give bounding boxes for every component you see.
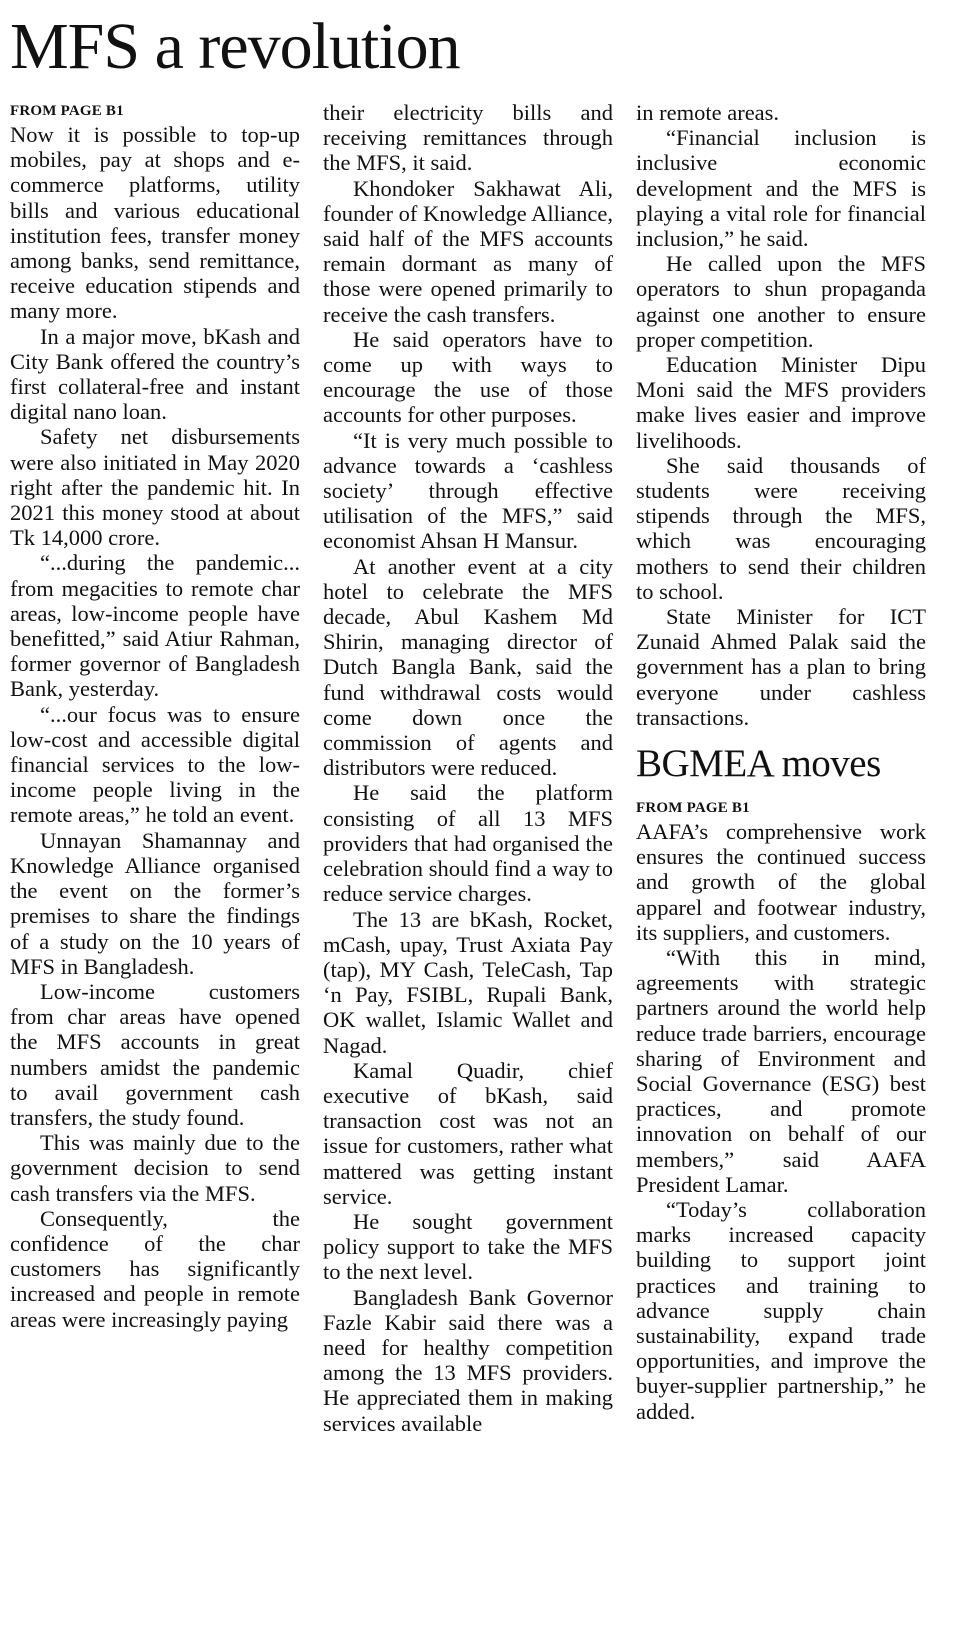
article1-paragraph: Kamal Quadir, chief executive of bKash, said transaction cost was not an issue for customers, rather what mattered was getting instant service. (323, 1057, 613, 1209)
article1-paragraph: their electricity bills and receiving remittances through the MFS, it said. (323, 100, 613, 176)
article1-paragraph: Bangladesh Bank Governor Fazle Kabir said there was a need for healthy competition among the 13 MFS providers. He appreciated them in making services available (323, 1284, 613, 1436)
from-page-label: FROM PAGE B1 (10, 103, 124, 119)
article1-paragraph: He said the platform consisting of all 13 MFS providers that had organised the celebration should find a way to reduce service charges. (323, 780, 613, 907)
article1-paragraph: In a major move, bKash and City Bank offered the country’s first collateral-free and instant digital nano loan. (10, 323, 300, 425)
article1-paragraph: This was mainly due to the government decision to send cash transfers via the MFS. (10, 1130, 300, 1206)
article1-paragraph: “Financial inclusion is inclusive economic development and the MFS is playing a vital role for financial inclusion,” he said. (636, 125, 926, 252)
from-page-label: FROM PAGE B1 (636, 799, 750, 816)
article1-paragraph: Education Minister Dipu Moni said the MFS providers make lives easier and improve livelihoods. (636, 352, 926, 453)
article1-paragraph: He said operators have to come up with ways to encourage the use of those accounts for other purposes. (323, 326, 613, 428)
article1-paragraph: Khondoker Sakhawat Ali, founder of Knowledge Alliance, said half of the MFS accounts remain dormant as many of those were opened primarily to receive the cash transfers. (323, 175, 613, 327)
article1-paragraph: “It is very much possible to advance towards a ‘cashless society’ through effective utilisation of the MFS,” said economist Ahsan H Mansur. (323, 427, 613, 554)
article1-column-3 (636, 100, 926, 1424)
article1-paragraph: Now it is possible to top-up mobiles, pay at shops and e-commerce platforms, utility bills and various educational institution fees, transfer money among banks, send remittance, receive education stipends and many more. (10, 122, 300, 324)
article1-paragraph: Unnayan Shamannay and Knowledge Alliance organised the event on the former’s premises to share the findings of a study on the 10 years of MFS in Bangladesh. (10, 827, 300, 979)
article2-paragraph: AAFA’s comprehensive work ensures the continued success and growth of the global apparel and footwear industry, its suppliers, and customers. (636, 818, 926, 945)
article1-paragraph: State Minister for ICT Zunaid Ahmed Palak said the government has a plan to bring everyone under cashless transactions. (636, 604, 926, 730)
article1-column-1 (10, 100, 300, 1332)
article1-paragraph: “...our focus was to ensure low-cost and accessible digital financial services to the low-income people living in the remote areas,” he told an event. (10, 701, 300, 828)
article1-paragraph: The 13 are bKash, Rocket, mCash, upay, Trust Axiata Pay (tap), MY Cash, TeleCash, Tap ‘n Pay, FSIBL, Rupali Bank, OK wallet, Islamic Wallet and Nagad. (323, 906, 613, 1058)
article1-paragraph: At another event at a city hotel to celebrate the MFS decade, Abul Kashem Md Shirin, managing director of Dutch Bangla Bank, said the fund withdrawal costs would come down once the commission of agents and distributors were reduced. (323, 553, 613, 781)
headline-mfs-revolution: MFS a revolution (10, 10, 460, 83)
article1-paragraph: “...during the pandemic... from megacities to remote char areas, low-income people have benefitted,” said Atiur Rahman, former governor of Bangladesh Bank, yesterday. (10, 550, 300, 702)
headline-bgmea-moves: BGMEA moves (636, 742, 881, 786)
article1-paragraph: Low-income customers from char areas have opened the MFS accounts in great numbers amidst the pandemic to avail government cash transfers, the study found. (10, 978, 300, 1130)
article2-paragraph: “Today’s collaboration marks increased capacity building to support joint practices and training to advance supply chain sustainability, expand trade opportunities, and improve the buyer-supplier partnership,” he added. (636, 1196, 926, 1424)
article1-paragraph: He sought government policy support to take the MFS to the next level. (323, 1208, 613, 1285)
article1-paragraph: She said thousands of students were receiving stipends through the MFS, which was encouraging mothers to send their children to school. (636, 452, 926, 604)
article1-paragraph: Safety net disbursements were also initiated in May 2020 right after the pandemic hit. In 2021 this money stood at about Tk 14,000 crore. (10, 424, 300, 551)
article1-column-2 (323, 100, 613, 1436)
article1-paragraph: He called upon the MFS operators to shun propaganda against one another to ensure proper competition. (636, 251, 926, 352)
article1-paragraph: Consequently, the confidence of the char customers has significantly increased and people in remote areas were increasingly paying (10, 1205, 300, 1332)
article1-paragraph: in remote areas. (636, 100, 780, 125)
article2-paragraph: “With this in mind, agreements with strategic partners around the world help reduce trade barriers, encourage sharing of Environment and Social Governance (ESG) best practices, and promote innovation on behalf of our members,” said AAFA President Lamar. (636, 944, 926, 1197)
